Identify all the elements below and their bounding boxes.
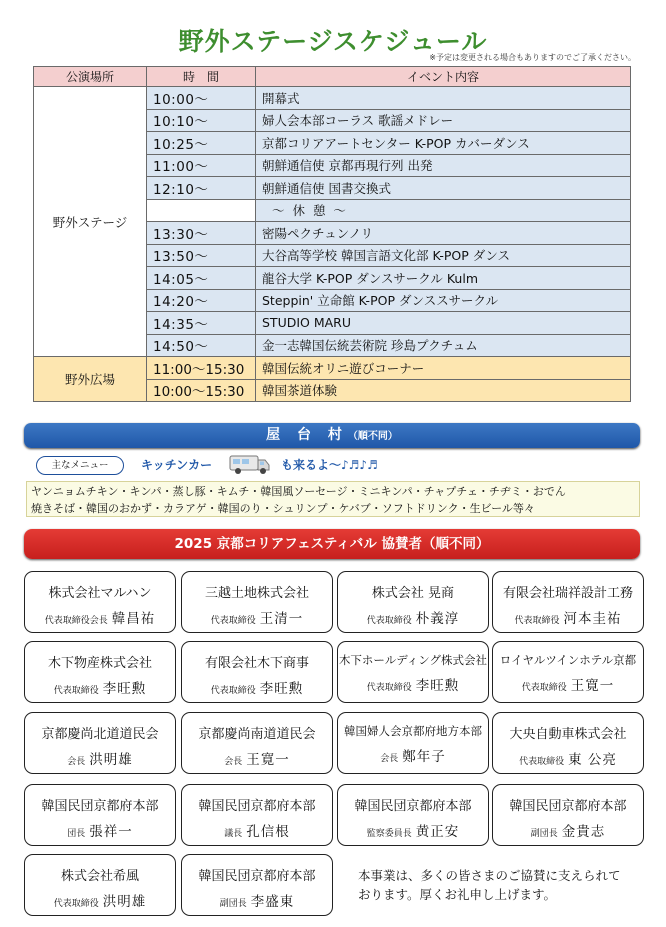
time-cell	[147, 199, 256, 222]
event-cell: 韓国茶道体験	[256, 379, 631, 402]
time-cell: 10:10～	[147, 109, 256, 132]
time-cell: 14:35～	[147, 312, 256, 335]
sponsor-role: 会長	[224, 757, 243, 767]
sponsor-representative	[25, 607, 175, 627]
sponsor-name: 韓国民団京都府本部	[509, 799, 627, 814]
sponsor-name: 有限会社瑞祥設計工務	[502, 586, 633, 601]
kitchen-car-text-2: も来るよ～♪♬♪♬	[281, 458, 378, 472]
food-line: 焼きそば・韓国のおかず・カラアゲ・韓国のり・シュリンプ・ケバブ・ソフトドリンク・生ビール等々	[31, 502, 535, 515]
sponsor-role: 会長	[380, 754, 399, 764]
sponsor-role: 議長	[224, 829, 243, 839]
sponsor-representative	[493, 820, 643, 840]
sponsor-representative	[25, 820, 175, 840]
sponsor-person: 東 公亮	[568, 752, 617, 768]
sponsor-person: 李旺勲	[102, 681, 147, 697]
sponsor-person: 李旺勲	[415, 678, 460, 694]
sponsor-card	[337, 712, 489, 774]
sponsor-card	[24, 712, 176, 774]
sponsor-name: 京都慶尚北道道民会	[41, 727, 159, 742]
sponsor-person: 洪明雄	[89, 752, 133, 768]
sponsor-representative	[493, 607, 643, 627]
event-cell: 大谷高等学校 韓国言語文化部 K-POP ダンス	[256, 244, 631, 267]
event-cell: 金一志韓国伝統芸術院 珍島プクチュム	[256, 334, 631, 357]
sponsor-card	[492, 712, 644, 774]
sponsor-person: 王清一	[259, 611, 304, 627]
sponsor-card	[24, 784, 176, 846]
sponsor-card	[24, 641, 176, 703]
time-cell: 13:50～	[147, 244, 256, 267]
sponsor-name: 韓国民団京都府本部	[198, 869, 316, 884]
schedule-note: ※予定は変更される場合もありますのでご了承ください。	[429, 53, 636, 62]
sponsor-representative	[25, 890, 175, 910]
sponsor-person: 孔信根	[246, 824, 290, 840]
event-cell: 朝鮮通信使 京都再現行列 出発	[256, 154, 631, 177]
food-menu-box	[26, 481, 640, 517]
sponsor-card	[24, 571, 176, 633]
thanks-line: おります。厚くお礼申し上げます。	[358, 887, 557, 902]
sponsor-role: 代表取締役	[519, 757, 565, 767]
time-cell: 11:00～15:30	[147, 357, 256, 380]
sponsor-person: 金貴志	[561, 824, 606, 840]
sponsor-representative	[182, 890, 332, 910]
time-cell: 14:50～	[147, 334, 256, 357]
event-cell: 密陽ペクチュンノリ	[256, 222, 631, 245]
sponsor-person: 李旺勲	[259, 681, 304, 697]
event-cell: Steppin' 立命館 K-POP ダンススサークル	[256, 289, 631, 312]
thanks-line: 本事業は、多くの皆さまのご協賛に支えられて	[358, 868, 621, 883]
venue-stage: 野外ステージ	[34, 87, 147, 357]
sponsor-representative	[493, 748, 643, 768]
sponsor-person: 韓昌祐	[111, 611, 156, 627]
sponsor-person: 河本圭祐	[563, 611, 622, 627]
sponsor-person: 李盛東	[250, 894, 295, 910]
sponsor-role: 会長	[67, 757, 86, 767]
sponsor-representative	[182, 677, 332, 697]
event-cell: 京都コリアアートセンター K-POP カバーダンス	[256, 132, 631, 155]
sponsor-card	[181, 784, 333, 846]
time-cell: 13:30～	[147, 222, 256, 245]
sponsor-card	[181, 571, 333, 633]
event-cell: 韓国伝統オリニ遊びコーナー	[256, 357, 631, 380]
sponsor-representative	[338, 607, 488, 627]
event-cell: STUDIO MARU	[256, 312, 631, 335]
sponsor-name: 株式会社 晃商	[371, 586, 455, 601]
sponsor-name: 三越土地株式会社	[204, 586, 309, 601]
sponsor-representative	[182, 820, 332, 840]
yatai-title: 屋 台 村	[266, 427, 348, 443]
venue-plaza: 野外広場	[34, 357, 147, 402]
sponsor-representative	[25, 677, 175, 697]
schedule-table	[33, 66, 631, 402]
sponsor-name: 京都慶尚南道道民会	[198, 727, 316, 742]
sponsor-role: 代表取締役	[210, 616, 256, 626]
sponsor-person: 張祥一	[89, 824, 133, 840]
sponsor-name: 株式会社希風	[60, 869, 139, 884]
time-cell: 10:25～	[147, 132, 256, 155]
sponsor-card	[181, 641, 333, 703]
sponsor-card	[492, 784, 644, 846]
sponsor-name: 有限会社木下商事	[204, 656, 309, 671]
event-cell: 朝鮮通信使 国書交換式	[256, 177, 631, 200]
sponsor-card	[181, 712, 333, 774]
sponsor-role: 代表取締役会長	[44, 616, 108, 626]
time-cell: 12:10～	[147, 177, 256, 200]
sponsor-name: 大央自動車株式会社	[509, 727, 627, 742]
sponsor-role: 団長	[67, 829, 86, 839]
sponsor-person: 王寛一	[246, 752, 290, 768]
sponsor-role: 代表取締役	[53, 899, 99, 909]
sponsor-person: 黄正安	[415, 824, 460, 840]
sponsor-name: 韓国民団京都府本部	[354, 799, 472, 814]
thanks-message	[358, 866, 648, 904]
event-cell-break: ～ 休 憩 ～	[256, 199, 631, 222]
sponsor-card	[492, 641, 644, 703]
sponsor-name: 株式会社マルハン	[48, 586, 152, 601]
sponsor-role: 副団長	[219, 899, 247, 909]
sponsor-card	[492, 571, 644, 633]
sponsor-name: 韓国民団京都府本部	[41, 799, 159, 814]
sponsor-card	[337, 784, 489, 846]
time-cell: 14:20～	[147, 289, 256, 312]
sponsor-card	[337, 641, 489, 703]
sponsor-representative	[338, 820, 488, 840]
sponsor-representative	[25, 748, 175, 768]
sponsor-role: 代表取締役	[366, 616, 412, 626]
sponsor-representative	[182, 748, 332, 768]
kitchen-car-text: キッチンカー	[141, 458, 213, 472]
sponsor-person: 洪明雄	[102, 894, 147, 910]
time-cell: 10:00～	[147, 87, 256, 110]
time-cell: 10:00～15:30	[147, 379, 256, 402]
sponsor-role: 代表取締役	[514, 616, 560, 626]
sponsor-name: 木下ホールディング株式会社	[338, 653, 488, 667]
page-title: 野外ステージスケジュール	[178, 27, 488, 56]
sponsor-role: 副団長	[530, 829, 558, 839]
sponsor-representative	[182, 607, 332, 627]
yatai-banner	[24, 423, 640, 448]
sponsor-role: 代表取締役	[521, 683, 567, 693]
header-event: イベント内容	[256, 67, 631, 87]
sponsor-role: 代表取締役	[53, 686, 99, 696]
sponsor-card	[181, 854, 333, 916]
sponsor-name: ロイヤルツインホテル京都	[499, 653, 637, 667]
header-venue: 公演場所	[34, 67, 147, 87]
sponsor-role: 監察委員長	[366, 829, 412, 839]
sponsor-name: 韓国婦人会京都府地方本部	[344, 724, 482, 738]
time-cell: 11:00～	[147, 154, 256, 177]
event-cell: 龍谷大学 K-POP ダンスサークル Kulm	[256, 267, 631, 290]
event-cell: 開幕式	[256, 87, 631, 110]
sponsor-representative	[338, 674, 488, 694]
menu-label: 主なメニュー	[36, 456, 124, 475]
header-time: 時 間	[147, 67, 256, 87]
food-line: ヤンニョムチキン・キンパ・蒸し豚・キムチ・韓国風ソーセージ・ミニキンパ・チャプチェ・チヂミ・おでん	[31, 485, 566, 498]
sponsor-name: 木下物産株式会社	[47, 656, 152, 671]
sponsor-person: 鄭年子	[402, 749, 446, 765]
sponsor-name: 韓国民団京都府本部	[198, 799, 316, 814]
sponsor-person: 王寛一	[570, 678, 615, 694]
table-row	[34, 87, 631, 110]
sponsor-person: 朴義淳	[415, 611, 460, 627]
time-cell: 14:05～	[147, 267, 256, 290]
sponsors-banner: 2025 京都コリアフェスティバル 協賛者（順不同）	[24, 529, 640, 559]
sponsor-card	[24, 854, 176, 916]
sponsor-representative	[338, 745, 488, 765]
sponsor-role: 代表取締役	[210, 686, 256, 696]
sponsor-card	[337, 571, 489, 633]
sponsor-role: 代表取締役	[366, 683, 412, 693]
truck-icon	[229, 454, 271, 476]
sponsor-representative	[493, 674, 643, 694]
event-cell: 婦人会本部コーラス 歌謡メドレー	[256, 109, 631, 132]
yatai-subtitle: （順不同）	[347, 431, 398, 442]
table-row	[34, 357, 631, 380]
